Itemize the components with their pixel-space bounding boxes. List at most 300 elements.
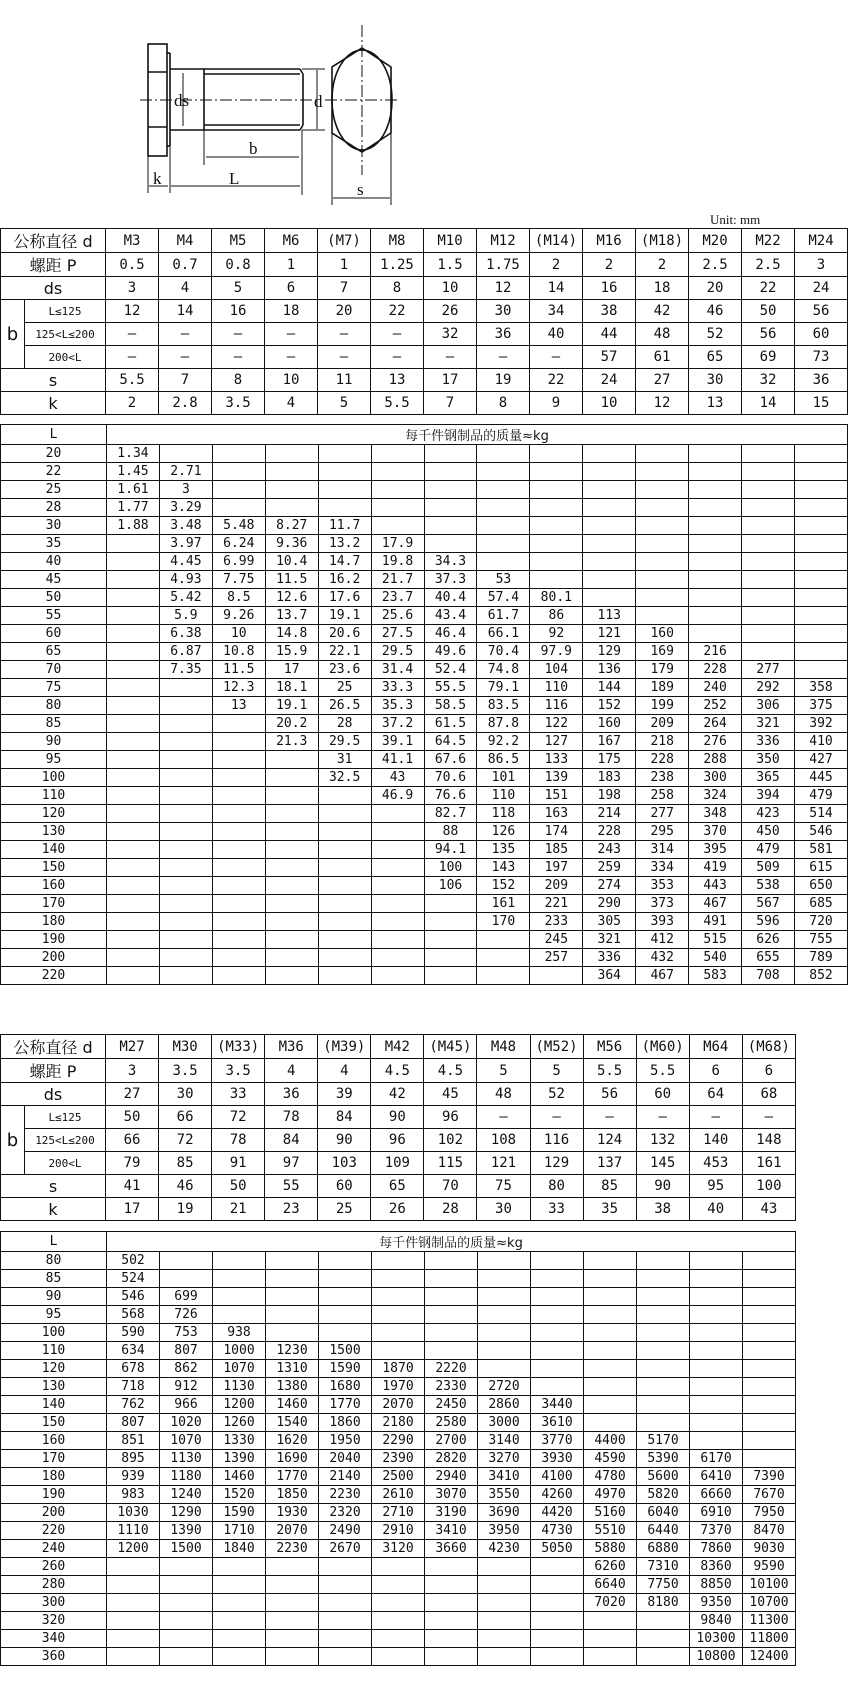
mass-cell xyxy=(425,1270,478,1288)
spec-cell: M36 xyxy=(265,1035,318,1059)
spec-cell: (M39) xyxy=(318,1035,371,1059)
spec-cell: 66 xyxy=(106,1129,159,1152)
mass-cell: 9350 xyxy=(690,1594,743,1612)
mass-cell: 277 xyxy=(636,805,689,823)
spec-cell: 10 xyxy=(424,277,477,300)
mass-cell xyxy=(743,1252,796,1270)
mass-cell: 61.5 xyxy=(424,715,477,733)
mass-cell xyxy=(636,571,689,589)
mass-cell: 25.6 xyxy=(371,607,424,625)
length-cell: 180 xyxy=(1,913,107,931)
spec-cell: 42 xyxy=(636,300,689,323)
spec-cell: 40 xyxy=(689,1198,742,1221)
spec-cell: 17 xyxy=(106,1198,159,1221)
mass-cell: 615 xyxy=(794,859,847,877)
length-cell: 200 xyxy=(1,949,107,967)
spec-cell: — xyxy=(689,1106,742,1129)
spec-cell: 33 xyxy=(530,1198,583,1221)
mass-cell xyxy=(637,1342,690,1360)
mass-cell: 6.24 xyxy=(212,535,265,553)
spec-cell: 4 xyxy=(265,392,318,415)
mass-cell xyxy=(424,931,477,949)
mass-cell xyxy=(319,1558,372,1576)
mass-cell xyxy=(424,967,477,985)
spec-cell: 80 xyxy=(530,1175,583,1198)
mass-cell xyxy=(794,553,847,571)
mass-row xyxy=(1,1594,796,1612)
mass-cell xyxy=(265,841,318,859)
mass-row xyxy=(1,481,848,499)
spec-cell: 52 xyxy=(689,323,742,346)
mass-cell: 160 xyxy=(636,625,689,643)
mass-cell: 136 xyxy=(583,661,636,679)
spec-cell: 95 xyxy=(689,1175,742,1198)
mass-cell: 66.1 xyxy=(477,625,530,643)
mass-cell: 807 xyxy=(107,1414,160,1432)
mass-cell: 233 xyxy=(530,913,583,931)
spec-cell: 100 xyxy=(742,1175,795,1198)
mass-cell: 2450 xyxy=(425,1396,478,1414)
mass-cell: 2500 xyxy=(372,1468,425,1486)
mass-cell: 1690 xyxy=(266,1450,319,1468)
mass-cell xyxy=(424,463,477,481)
s-row xyxy=(1,369,848,392)
spec-cell: — xyxy=(530,346,583,369)
mass-cell xyxy=(637,1288,690,1306)
spec-cell: 5.5 xyxy=(583,1059,636,1083)
spec-cell: 27 xyxy=(106,1083,159,1106)
mass-cell: 274 xyxy=(583,877,636,895)
mass-cell: 5.42 xyxy=(159,589,212,607)
spec-cell: 90 xyxy=(636,1175,689,1198)
spec-cell: 1.25 xyxy=(371,253,424,277)
mass-row xyxy=(1,517,848,535)
mass-cell: 1840 xyxy=(213,1540,266,1558)
mass-cell: 392 xyxy=(794,715,847,733)
mass-cell xyxy=(371,841,424,859)
mass-cell xyxy=(477,949,530,967)
mass-cell: 8180 xyxy=(637,1594,690,1612)
mass-cell xyxy=(531,1270,584,1288)
mass-cell xyxy=(794,517,847,535)
spec-cell: 24 xyxy=(583,369,636,392)
mass-cell: 546 xyxy=(107,1288,160,1306)
mass-cell xyxy=(319,1270,372,1288)
mass-cell xyxy=(742,445,795,463)
spec-cell: 115 xyxy=(424,1152,477,1175)
mass-cell: 3.48 xyxy=(159,517,212,535)
mass-cell xyxy=(743,1450,796,1468)
mass-cell xyxy=(371,481,424,499)
b-row-3 xyxy=(1,346,848,369)
spec-cell: — xyxy=(106,323,159,346)
mass-cell: 966 xyxy=(160,1396,213,1414)
mass-cell xyxy=(212,463,265,481)
mass-cell xyxy=(689,499,742,517)
mass-cell xyxy=(319,1306,372,1324)
mass-cell xyxy=(584,1414,637,1432)
spec-cell: 22 xyxy=(530,369,583,392)
mass-cell: 27.5 xyxy=(371,625,424,643)
mass-cell xyxy=(690,1360,743,1378)
mass-cell xyxy=(160,1612,213,1630)
mass-cell: 370 xyxy=(689,823,742,841)
mass-cell xyxy=(107,715,160,733)
mass-cell: 514 xyxy=(794,805,847,823)
length-cell: 100 xyxy=(1,769,107,787)
mass-cell: 479 xyxy=(794,787,847,805)
mass-cell: 88 xyxy=(424,823,477,841)
spec-cell: 50 xyxy=(106,1106,159,1129)
length-cell: 320 xyxy=(1,1612,107,1630)
mass-cell xyxy=(636,517,689,535)
mass-cell xyxy=(212,967,265,985)
mass-cell xyxy=(107,1612,160,1630)
b-row-2 xyxy=(1,323,848,346)
mass-cell: 2910 xyxy=(372,1522,425,1540)
spec-cell: — xyxy=(265,323,318,346)
spec-cell: (M60) xyxy=(636,1035,689,1059)
length-cell: 220 xyxy=(1,967,107,985)
mass-row xyxy=(1,1360,796,1378)
mass-cell xyxy=(424,913,477,931)
mass-cell xyxy=(213,1612,266,1630)
mass-cell: 11800 xyxy=(743,1630,796,1648)
mass-cell: 127 xyxy=(530,733,583,751)
mass-row xyxy=(1,769,848,787)
mass-cell xyxy=(319,1594,372,1612)
L-label: L xyxy=(229,169,240,188)
mass-cell xyxy=(794,463,847,481)
spec-cell: 5.5 xyxy=(371,392,424,415)
mass-cell: 4970 xyxy=(584,1486,637,1504)
mass-cell: 5160 xyxy=(584,1504,637,1522)
mass-cell xyxy=(107,1594,160,1612)
mass-cell: 3140 xyxy=(478,1432,531,1450)
length-cell: 85 xyxy=(1,1270,107,1288)
mass-cell xyxy=(160,1558,213,1576)
mass-cell: 321 xyxy=(583,931,636,949)
mass-cell xyxy=(371,517,424,535)
length-cell: 95 xyxy=(1,751,107,769)
mass-cell: 10.8 xyxy=(212,643,265,661)
mass-row xyxy=(1,697,848,715)
mass-cell xyxy=(637,1630,690,1648)
mass-cell xyxy=(372,1594,425,1612)
mass-cell xyxy=(265,751,318,769)
mass-cell: 8360 xyxy=(690,1558,743,1576)
length-cell: 75 xyxy=(1,679,107,697)
mass-cell xyxy=(637,1648,690,1666)
length-cell: 260 xyxy=(1,1558,107,1576)
mass-row xyxy=(1,1648,796,1666)
spec-cell: M27 xyxy=(106,1035,159,1059)
mass-cell: 755 xyxy=(794,931,847,949)
spec-cell: 18 xyxy=(265,300,318,323)
mass-cell xyxy=(319,1252,372,1270)
mass-cell xyxy=(318,931,371,949)
row-label: L≤125 xyxy=(25,300,106,323)
mass-cell: 116 xyxy=(530,697,583,715)
mass-cell: 321 xyxy=(742,715,795,733)
mass-cell xyxy=(636,481,689,499)
mass-cell: 11.5 xyxy=(265,571,318,589)
mass-cell xyxy=(212,499,265,517)
spec-cell: — xyxy=(636,1106,689,1129)
mass-row xyxy=(1,931,848,949)
mass-cell: 8.27 xyxy=(265,517,318,535)
mass-cell: 252 xyxy=(689,697,742,715)
mass-cell: 583 xyxy=(689,967,742,985)
spec-cell: — xyxy=(742,1106,795,1129)
mass-cell: 2320 xyxy=(319,1504,372,1522)
mass-cell xyxy=(742,625,795,643)
spec-cell: 129 xyxy=(530,1152,583,1175)
mass-cell xyxy=(584,1252,637,1270)
mass-cell xyxy=(107,589,160,607)
mass-row xyxy=(1,1468,796,1486)
spec-cell: 57 xyxy=(583,346,636,369)
mass-cell: 6910 xyxy=(690,1504,743,1522)
mass-cell xyxy=(743,1324,796,1342)
mass-cell xyxy=(159,859,212,877)
mass-cell: 546 xyxy=(794,823,847,841)
mass-cell xyxy=(637,1360,690,1378)
mass-cell: 33.3 xyxy=(371,679,424,697)
mass-cell: 126 xyxy=(477,823,530,841)
mass-row xyxy=(1,1522,796,1540)
row-label: s xyxy=(1,369,106,392)
mass-cell xyxy=(265,913,318,931)
mass-cell: 1000 xyxy=(213,1342,266,1360)
mass-cell xyxy=(159,967,212,985)
mass-cell: 13 xyxy=(212,697,265,715)
mass-cell xyxy=(107,625,160,643)
mass-cell: 3950 xyxy=(478,1522,531,1540)
mass-cell xyxy=(531,1288,584,1306)
mass-cell xyxy=(212,787,265,805)
mass-cell xyxy=(742,607,795,625)
mass-cell xyxy=(159,949,212,967)
mass-cell: 6.87 xyxy=(159,643,212,661)
unit-label: Unit: mm xyxy=(710,212,761,227)
mass-row xyxy=(1,535,848,553)
mass-cell xyxy=(265,805,318,823)
mass-cell: 983 xyxy=(107,1486,160,1504)
mass-cell: 163 xyxy=(530,805,583,823)
mass-cell xyxy=(318,805,371,823)
mass-cell: 228 xyxy=(636,751,689,769)
mass-cell xyxy=(478,1252,531,1270)
length-cell: 28 xyxy=(1,499,107,517)
row-label: 螺距 P xyxy=(1,1059,106,1083)
spec-cell: 9 xyxy=(530,392,583,415)
mass-cell: 5170 xyxy=(637,1432,690,1450)
mass-cell xyxy=(584,1360,637,1378)
length-cell: 150 xyxy=(1,1414,107,1432)
mass-cell xyxy=(265,787,318,805)
mass-row xyxy=(1,1504,796,1522)
mass-cell: 364 xyxy=(583,967,636,985)
mass-cell xyxy=(371,445,424,463)
pitch-row xyxy=(1,1059,796,1083)
spec-cell: 28 xyxy=(424,1198,477,1221)
mass-cell xyxy=(531,1630,584,1648)
spec-cell: 69 xyxy=(742,346,795,369)
mass-cell: 1770 xyxy=(266,1468,319,1486)
size-row xyxy=(1,229,848,253)
spec-cell: 19 xyxy=(477,369,530,392)
mass-cell: 288 xyxy=(689,751,742,769)
mass-cell: 35.3 xyxy=(371,697,424,715)
spec-cell: 34 xyxy=(530,300,583,323)
spec-cell: 36 xyxy=(265,1083,318,1106)
mass-cell xyxy=(477,463,530,481)
row-label: ds xyxy=(1,1083,106,1106)
mass-cell: 2860 xyxy=(478,1396,531,1414)
mass-cell xyxy=(742,643,795,661)
mass-cell: 678 xyxy=(107,1360,160,1378)
mass-cell xyxy=(371,895,424,913)
mass-cell xyxy=(743,1270,796,1288)
mass-cell xyxy=(743,1432,796,1450)
mass-cell: 100 xyxy=(424,859,477,877)
mass-cell: 3930 xyxy=(531,1450,584,1468)
spec-cell: 72 xyxy=(159,1129,212,1152)
spec-cell: 2.8 xyxy=(159,392,212,415)
mass-cell: 4590 xyxy=(584,1450,637,1468)
spec-cell: M24 xyxy=(795,229,848,253)
L-header: L xyxy=(1,1232,107,1252)
mass-cell: 2040 xyxy=(319,1450,372,1468)
mass-cell: 524 xyxy=(107,1270,160,1288)
spec-cell: 1.75 xyxy=(477,253,530,277)
mass-cell xyxy=(319,1612,372,1630)
mass-cell xyxy=(583,499,636,517)
mass-cell: 3120 xyxy=(372,1540,425,1558)
mass-cell xyxy=(212,895,265,913)
mass-cell xyxy=(159,931,212,949)
b-label: b xyxy=(249,139,258,158)
mass-cell xyxy=(425,1342,478,1360)
mass-caption: 每千件钢制品的质量≈kg xyxy=(107,1232,796,1252)
row-label: 200<L xyxy=(25,346,106,369)
mass-cell: 110 xyxy=(530,679,583,697)
mass-row xyxy=(1,1396,796,1414)
mass-cell xyxy=(212,481,265,499)
mass-cell xyxy=(689,625,742,643)
spec-cell: 60 xyxy=(795,323,848,346)
spec-cell: 4 xyxy=(318,1059,371,1083)
mass-cell: 7370 xyxy=(690,1522,743,1540)
mass-cell: 15.9 xyxy=(265,643,318,661)
mass-cell: 152 xyxy=(583,697,636,715)
length-cell: 180 xyxy=(1,1468,107,1486)
spec-cell: 1.5 xyxy=(424,253,477,277)
length-cell: 90 xyxy=(1,733,107,751)
mass-cell: 567 xyxy=(742,895,795,913)
mass-cell: 1680 xyxy=(319,1378,372,1396)
spec-cell: 22 xyxy=(371,300,424,323)
s-label: s xyxy=(357,180,364,199)
mass-cell: 1.88 xyxy=(107,517,160,535)
spec-cell: 453 xyxy=(689,1152,742,1175)
mass-cell: 9840 xyxy=(690,1612,743,1630)
mass-caption: 每千件钢制品的质量≈kg xyxy=(107,425,848,445)
mass-cell xyxy=(372,1252,425,1270)
mass-cell: 21.3 xyxy=(265,733,318,751)
mass-cell: 1590 xyxy=(319,1360,372,1378)
mass-cell: 2490 xyxy=(319,1522,372,1540)
mass-cell xyxy=(372,1612,425,1630)
mass-cell xyxy=(107,967,160,985)
mass-cell xyxy=(212,913,265,931)
mass-cell xyxy=(371,931,424,949)
mass-cell xyxy=(318,877,371,895)
mass-cell xyxy=(742,589,795,607)
mass-cell: 807 xyxy=(160,1342,213,1360)
spec-cell: M8 xyxy=(371,229,424,253)
mass-cell: 295 xyxy=(636,823,689,841)
mass-cell xyxy=(584,1324,637,1342)
mass-cell xyxy=(266,1306,319,1324)
mass-cell: 16.2 xyxy=(318,571,371,589)
mass-cell: 939 xyxy=(107,1468,160,1486)
mass-cell xyxy=(794,535,847,553)
mass-cell: 221 xyxy=(530,895,583,913)
spec-cell: 8 xyxy=(371,277,424,300)
mass-cell: 31.4 xyxy=(371,661,424,679)
mass-cell: 2720 xyxy=(478,1378,531,1396)
mass-cell xyxy=(212,931,265,949)
mass-cell xyxy=(107,931,160,949)
mass-cell: 7.35 xyxy=(159,661,212,679)
spec-cell: 116 xyxy=(530,1129,583,1152)
ds-row xyxy=(1,1083,796,1106)
length-cell: 240 xyxy=(1,1540,107,1558)
mass-cell: 17 xyxy=(265,661,318,679)
mass-cell xyxy=(742,481,795,499)
length-cell: 340 xyxy=(1,1630,107,1648)
mass-cell xyxy=(743,1360,796,1378)
mass-cell: 170 xyxy=(477,913,530,931)
mass-cell: 314 xyxy=(636,841,689,859)
mass-cell: 1970 xyxy=(372,1378,425,1396)
mass-cell: 1180 xyxy=(160,1468,213,1486)
spec-cell: (M33) xyxy=(212,1035,265,1059)
mass-cell: 2290 xyxy=(372,1432,425,1450)
mass-cell xyxy=(424,535,477,553)
length-cell: 280 xyxy=(1,1576,107,1594)
row-label: k xyxy=(1,392,106,415)
mass-cell: 1500 xyxy=(319,1342,372,1360)
mass-row xyxy=(1,1252,796,1270)
mass-cell: 135 xyxy=(477,841,530,859)
row-label: 200<L xyxy=(25,1152,106,1175)
spec-cell: 40 xyxy=(530,323,583,346)
mass-row xyxy=(1,967,848,985)
spec-cell: (M18) xyxy=(636,229,689,253)
spec-cell: 15 xyxy=(795,392,848,415)
spec-cell: 50 xyxy=(212,1175,265,1198)
spec-cell: M16 xyxy=(583,229,636,253)
mass-cell: 86.5 xyxy=(477,751,530,769)
length-cell: 90 xyxy=(1,1288,107,1306)
mass-cell: 83.5 xyxy=(477,697,530,715)
mass-cell xyxy=(159,877,212,895)
spec-cell: 109 xyxy=(371,1152,424,1175)
mass-row xyxy=(1,643,848,661)
